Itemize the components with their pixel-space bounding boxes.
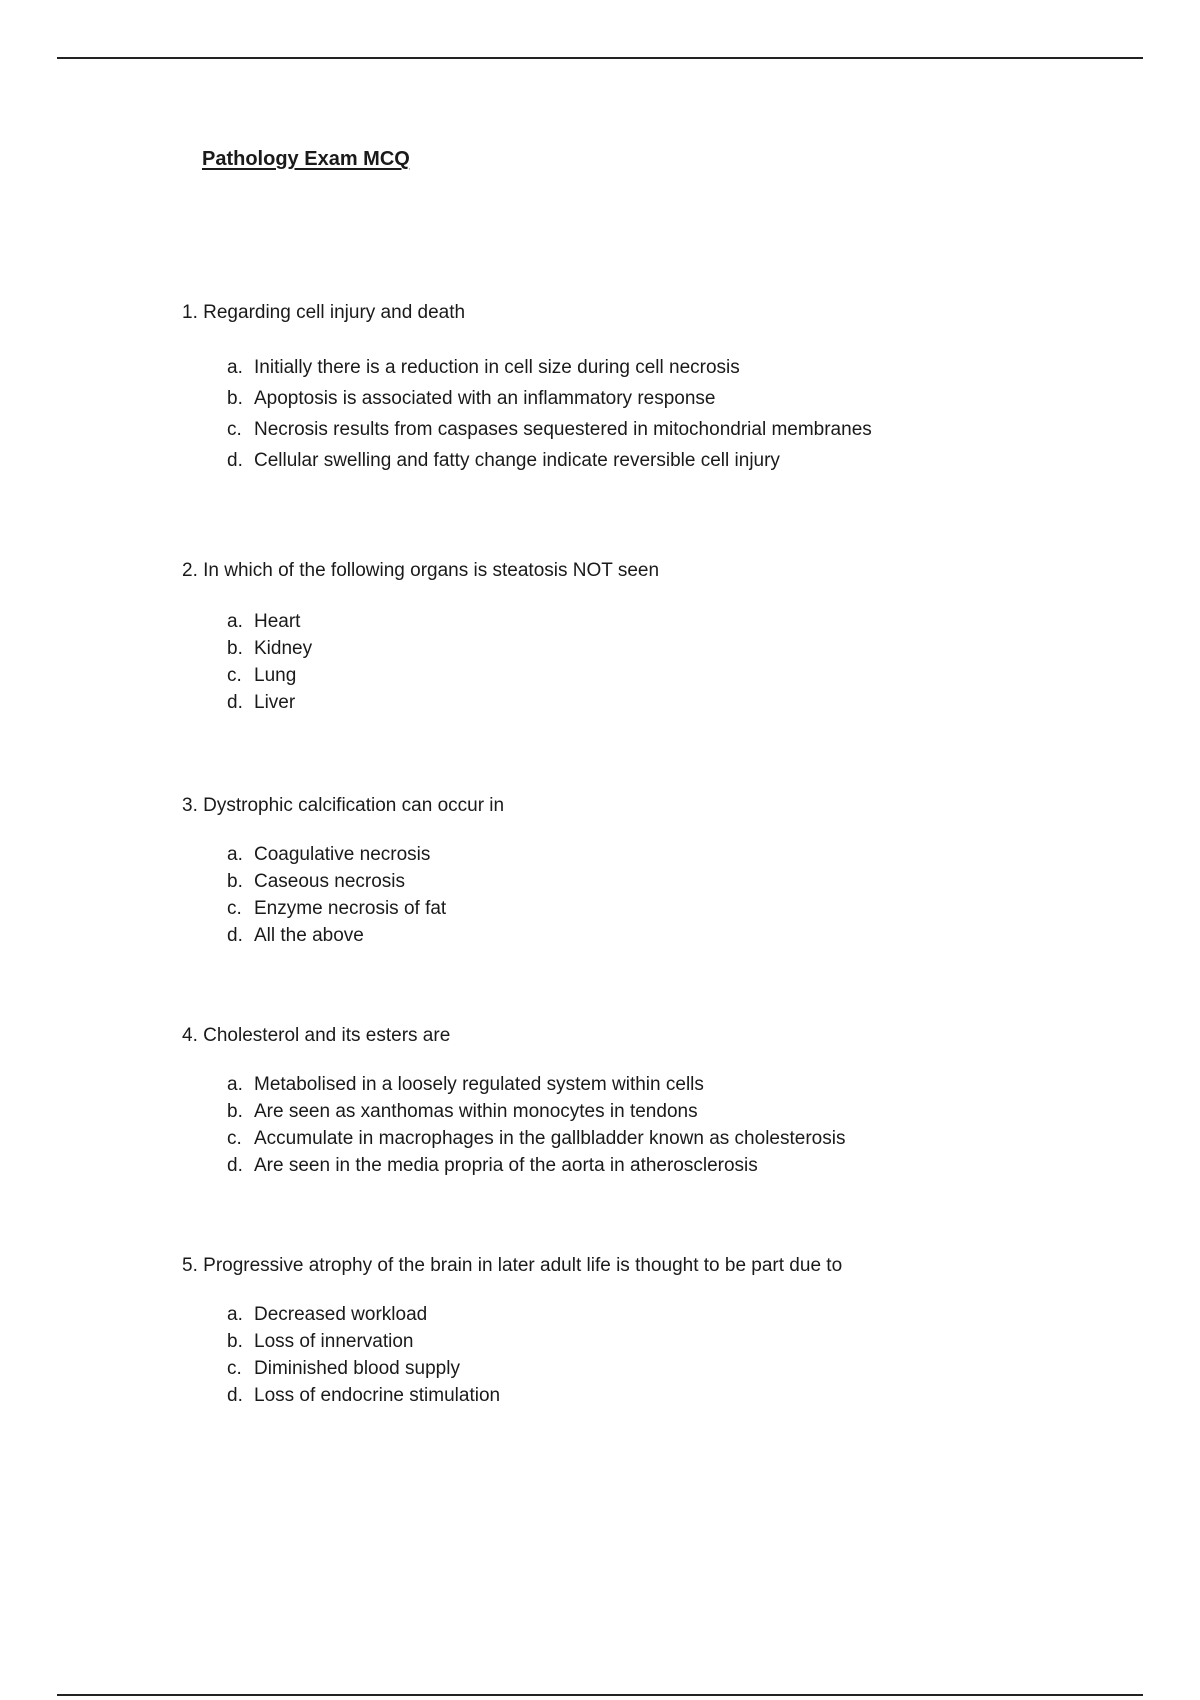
option-a — [182, 841, 1082, 868]
option-letter: a. — [227, 611, 243, 632]
option-letter: b. — [227, 871, 243, 892]
option-b — [182, 1328, 1082, 1355]
header-rule — [57, 57, 1143, 59]
option-letter: a. — [227, 357, 243, 378]
option-b — [182, 635, 1082, 662]
question-text — [182, 1253, 1082, 1279]
question-number: 5. — [182, 1255, 198, 1276]
option-c — [182, 1355, 1082, 1382]
question-text — [182, 558, 1082, 584]
option-letter: d. — [227, 450, 243, 471]
question-5 — [182, 1253, 1082, 1409]
page-title: Pathology Exam MCQ — [202, 148, 410, 170]
question-number: 4. — [182, 1025, 198, 1046]
question-3 — [182, 793, 1082, 949]
option-letter: c. — [227, 665, 242, 686]
question-2 — [182, 558, 1082, 716]
option-d — [182, 445, 1082, 476]
option-letter: c. — [227, 1358, 242, 1379]
option-text: Heart — [254, 611, 301, 632]
option-letter: c. — [227, 1128, 242, 1149]
question-number: 2. — [182, 560, 198, 581]
option-letter: d. — [227, 1385, 243, 1406]
option-letter: b. — [227, 638, 243, 659]
option-letter: c. — [227, 419, 242, 440]
question-stem: Cholesterol and its esters are — [203, 1025, 451, 1046]
option-text: Necrosis results from caspases sequestered in mitochondrial membranes — [254, 419, 872, 440]
option-text: Decreased workload — [254, 1304, 428, 1325]
option-letter: b. — [227, 1331, 243, 1352]
option-c — [182, 1125, 1082, 1152]
question-4 — [182, 1023, 1082, 1179]
option-d — [182, 1382, 1082, 1409]
option-text: Metabolised in a loosely regulated system within cells — [254, 1074, 704, 1095]
option-text: Apoptosis is associated with an inflammatory response — [254, 388, 716, 409]
option-text: Diminished blood supply — [254, 1358, 460, 1379]
option-letter: c. — [227, 898, 242, 919]
option-list — [182, 1301, 1082, 1409]
option-text: Kidney — [254, 638, 313, 659]
question-number: 3. — [182, 795, 198, 816]
option-letter: a. — [227, 844, 243, 865]
question-text — [182, 793, 1082, 819]
question-stem: Dystrophic calcification can occur in — [203, 795, 505, 816]
option-list — [182, 352, 1082, 476]
option-text: Coagulative necrosis — [254, 844, 431, 865]
option-letter: a. — [227, 1304, 243, 1325]
option-b — [182, 868, 1082, 895]
option-b — [182, 1098, 1082, 1125]
option-list — [182, 608, 1082, 716]
option-text: Are seen as xanthomas within monocytes in tendons — [254, 1101, 698, 1122]
option-list — [182, 1071, 1082, 1179]
option-a — [182, 1071, 1082, 1098]
option-text: Caseous necrosis — [254, 871, 406, 892]
option-text: Liver — [254, 692, 296, 713]
question-text — [182, 300, 1082, 326]
option-a — [182, 352, 1082, 383]
option-a — [182, 1301, 1082, 1328]
option-letter: b. — [227, 388, 243, 409]
option-c — [182, 662, 1082, 689]
option-c — [182, 414, 1082, 445]
option-letter: d. — [227, 692, 243, 713]
option-letter: d. — [227, 925, 243, 946]
question-stem: Regarding cell injury and death — [203, 302, 466, 323]
option-b — [182, 383, 1082, 414]
option-text: All the above — [254, 925, 364, 946]
question-stem: Progressive atrophy of the brain in later adult life is thought to be part due to — [203, 1255, 843, 1276]
question-stem: In which of the following organs is steatosis NOT seen — [203, 560, 660, 581]
option-text: Loss of innervation — [254, 1331, 414, 1352]
option-text: Accumulate in macrophages in the gallbladder known as cholesterosis — [254, 1128, 846, 1149]
option-d — [182, 689, 1082, 716]
option-text: Lung — [254, 665, 297, 686]
option-list — [182, 841, 1082, 949]
option-text: Cellular swelling and fatty change indicate reversible cell injury — [254, 450, 780, 471]
question-text — [182, 1023, 1082, 1049]
option-c — [182, 895, 1082, 922]
option-d — [182, 1152, 1082, 1179]
option-a — [182, 608, 1082, 635]
option-text: Enzyme necrosis of fat — [254, 898, 447, 919]
question-number: 1. — [182, 302, 198, 323]
option-d — [182, 922, 1082, 949]
option-letter: d. — [227, 1155, 243, 1176]
question-1 — [182, 300, 1082, 476]
option-letter: a. — [227, 1074, 243, 1095]
option-text: Are seen in the media propria of the aorta in atherosclerosis — [254, 1155, 758, 1176]
option-text: Initially there is a reduction in cell size during cell necrosis — [254, 357, 740, 378]
option-text: Loss of endocrine stimulation — [254, 1385, 501, 1406]
footer-rule — [57, 1694, 1143, 1696]
option-letter: b. — [227, 1101, 243, 1122]
